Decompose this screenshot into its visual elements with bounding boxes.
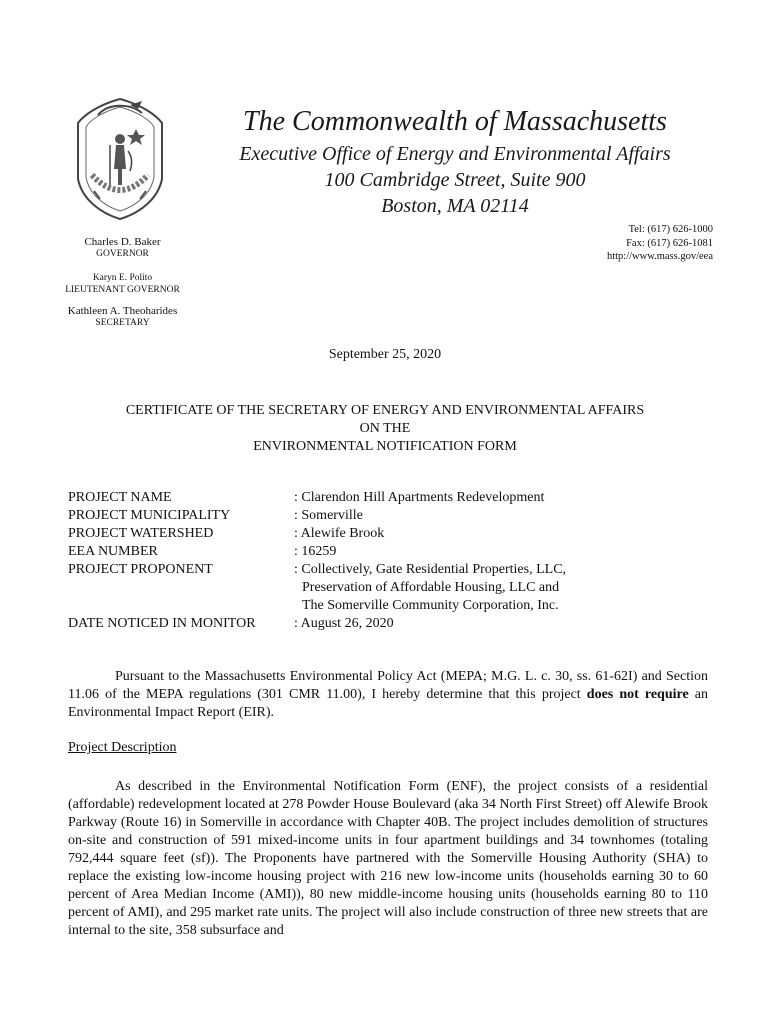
date-noticed-label: DATE NOTICED IN MONITOR — [68, 616, 256, 631]
letterhead-office: Executive Office of Energy and Environmental Affairs — [239, 143, 671, 165]
contact-url[interactable]: http://www.mass.gov/eea — [606, 251, 713, 262]
letterhead-title: The Commonwealth of Massachusetts — [243, 106, 667, 137]
letterhead-city: Boston, MA 02114 — [381, 195, 529, 217]
project-info-table — [68, 489, 566, 633]
project-description-body: As described in the Environmental Notification Form (ENF), the project consists of a residential (affordable) redevelopment located at 278 Powder House Boulevard (aka 34 North First Street) off Alewife Brook Parkway (Route 16) in Somerville in accordance with Chapter 40B. The project includes demolition of structures on-site and construction of 591 mixed-income units in four apartment buildings and 34 townhomes (totaling 792,444 square feet (sf)). The Proponents have partnered with the Somerville Housing Authority (SHA) to replace the existing low-income housing project with 216 new low-income units (households earning 30 to 60 percent of Area Median Income (AMI)), 80 new middle-income housing units (households earning 80 to 110 percent of AMI), and 295 market rate units. The project will also include construction of three new streets that are internal to the site, 358 subsurface and — [68, 779, 708, 938]
determination-emphasis: does not require — [586, 687, 689, 702]
table-row — [68, 561, 566, 615]
official-governor — [55, 236, 190, 260]
project-watershed-label: PROJECT WATERSHED — [68, 526, 214, 541]
proponent-line-3: The Somerville Community Corporation, Inc. — [302, 598, 559, 613]
contact-tel: Tel: (617) 626-1000 — [628, 224, 713, 235]
table-row — [68, 525, 566, 543]
table-row — [68, 615, 566, 633]
determination-text: Pursuant to the Massachusetts Environmental Policy Act (MEPA; M.G. L. c. 30, ss. 61-62I) and Section 11.06 of the MEPA regulations (301 CMR 11.00), I hereby determine that this project — [68, 669, 708, 702]
official-name: Karyn E. Polito — [92, 273, 153, 283]
proponent-line-1: : Collectively, Gate Residential Properties, LLC, — [294, 562, 567, 577]
project-proponent-label: PROJECT PROPONENT — [68, 562, 213, 577]
official-lieutenant-governor — [55, 272, 190, 296]
section-heading: Project Description — [68, 740, 177, 755]
project-municipality-label: PROJECT MUNICIPALITY — [68, 508, 231, 523]
date-noticed-value: : August 26, 2020 — [294, 616, 394, 631]
official-secretary — [55, 305, 190, 329]
eea-number-label: EEA NUMBER — [68, 544, 158, 559]
project-municipality-value: : Somerville — [294, 508, 363, 523]
table-row — [68, 543, 566, 561]
certificate-line-1: CERTIFICATE OF THE SECRETARY OF ENERGY AND ENVIRONMENTAL AFFAIRS — [125, 403, 645, 418]
project-watershed-value: : Alewife Brook — [294, 526, 385, 541]
project-name-value: : Clarendon Hill Apartments Redevelopment — [294, 490, 545, 505]
eea-number-value: : 16259 — [294, 544, 337, 559]
contact-block — [607, 223, 713, 264]
determination-paragraph — [68, 668, 708, 722]
table-row — [68, 489, 566, 507]
document-date: September 25, 2020 — [328, 347, 442, 362]
contact-fax: Fax: (617) 626-1081 — [626, 237, 713, 249]
official-name: Kathleen A. Theoharides — [67, 305, 178, 317]
determination-text-end: an Environmental Impact Report (EIR). — [68, 687, 708, 720]
official-title: SECRETARY — [95, 318, 150, 328]
certificate-line-3: ENVIRONMENTAL NOTIFICATION FORM — [253, 439, 517, 454]
project-name-label: PROJECT NAME — [68, 490, 172, 505]
table-row — [68, 507, 566, 525]
official-title: GOVERNOR — [96, 249, 149, 259]
proponent-line-2: Preservation of Affordable Housing, LLC and — [302, 580, 560, 595]
massachusetts-seal-icon — [72, 95, 168, 221]
certificate-title — [0, 402, 770, 456]
official-title: LIEUTENANT GOVERNOR — [65, 285, 180, 295]
certificate-line-2: ON THE — [359, 421, 411, 436]
letterhead-street: 100 Cambridge Street, Suite 900 — [324, 169, 586, 191]
project-proponent-value — [294, 561, 566, 615]
official-name: Charles D. Baker — [84, 236, 161, 248]
